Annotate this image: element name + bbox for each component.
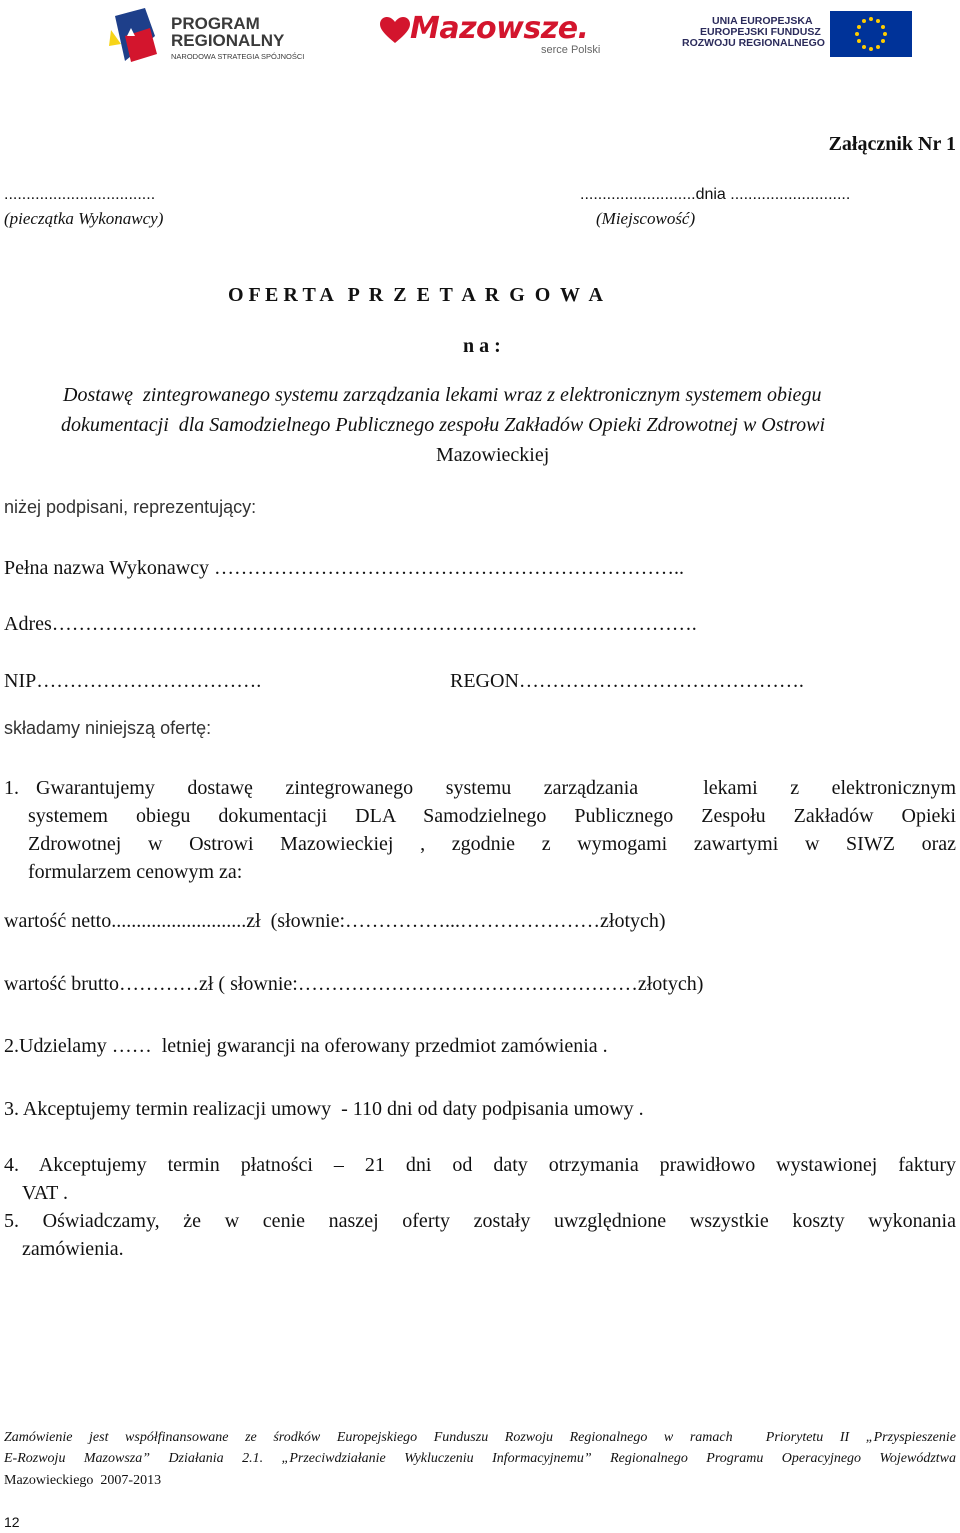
point4-line1: 4. Akceptujemy termin płatności – 21 dni od daty otrzymania prawidłowo wystawionej faktury xyxy=(4,1154,956,1176)
stamp-caption: (pieczątka Wykonawcy) xyxy=(4,209,164,228)
footer-line2: E-Rozwoju Mazowsza” Działania 2.1. „Przeciwdziałanie Wykluczeniu Informacyjnemu” Regionalnego Programu Operacyjnego Województwa xyxy=(4,1451,956,1466)
submit-text: składamy niniejszą ofertę: xyxy=(4,718,212,738)
netto-value: wartość netto...........................zł (słownie:……………...…………………złotych) xyxy=(4,910,666,932)
program-line2: REGIONALNY xyxy=(171,31,285,50)
regon-field: REGON……………………………………. xyxy=(450,670,804,692)
program-line3: NARODOWA STRATEGIA SPÓJNOŚCI xyxy=(171,52,305,61)
point1-number: 1. xyxy=(4,777,19,799)
footer-line3: Mazowieckiego 2007-2013 xyxy=(4,1473,162,1488)
intro-text: niżej podpisani, reprezentujący: xyxy=(4,497,257,517)
page-number: 12 xyxy=(4,1514,20,1530)
subject-line3: Mazowieckiej xyxy=(436,444,550,466)
program-regionalny-logo xyxy=(105,6,345,66)
point4-line2: VAT . xyxy=(22,1182,68,1204)
footer-line1: Zamówienie jest współfinansowane ze środków Europejskiego Funduszu Rozwoju Regionalnego w ramach Priorytetu II „Przyspieszenie xyxy=(4,1430,956,1445)
eu-flag-icon xyxy=(830,11,912,57)
ue-line1: UNIA EUROPEJSKA xyxy=(712,15,813,27)
point5-line1: 5. Oświadczamy, że w cenie naszej oferty zostały uwzględnione wszystkie koszty wykonania xyxy=(4,1210,956,1232)
date-line: ..........................dnia ........................... xyxy=(580,186,851,203)
point5-line2: zamówienia. xyxy=(22,1238,124,1260)
nip-field: NIP……………………………. xyxy=(4,670,262,692)
brutto-value: wartość brutto…………zł ( słownie:……………………………………………złotych) xyxy=(4,973,704,995)
attachment-label: Załącznik Nr 1 xyxy=(828,133,956,155)
ue-line2: EUROPEJSKI FUNDUSZ xyxy=(700,26,821,38)
full-name-field: Pełna nazwa Wykonawcy …………………………………………………………….. xyxy=(4,557,685,579)
point1-line1: Gwarantujemy dostawę zintegrowanego systemu zarządzania lekami z elektronicznym xyxy=(36,777,956,799)
point3: 3. Akceptujemy termin realizacji umowy - 110 dni od daty podpisania umowy . xyxy=(4,1098,644,1120)
address-field: Adres……………………………………………………………………………………. xyxy=(4,613,697,635)
heart-icon xyxy=(380,17,410,45)
subject-line2: dokumentacji dla Samodzielnego Publicznego zespołu Zakładów Opieki Zdrowotnej w Ostrowi xyxy=(61,414,826,436)
point2: 2.Udzielamy …… letniej gwarancji na oferowany przedmiot zamówienia . xyxy=(4,1035,608,1057)
stamp-dots: .................................. xyxy=(4,186,156,203)
offer-subtitle: n a : xyxy=(463,335,501,357)
point1-line3: Zdrowotnej w Ostrowi Mazowieckiej , zgodnie z wymogami zawartymi w SIWZ oraz xyxy=(28,833,956,855)
subject-line1: Dostawę zintegrowanego systemu zarządzania lekami wraz z elektronicznym systemem obiegu xyxy=(63,384,822,406)
mazowsze-name: Mazowsze. xyxy=(410,11,589,46)
offer-title: O F E R T A P R Z E T A R G O W A xyxy=(228,284,603,306)
program-line1: PROGRAM xyxy=(171,14,260,33)
mazowsze-logo xyxy=(378,12,628,62)
program-regionalny-emblem-icon xyxy=(105,6,165,66)
mazowsze-tagline: serce Polski xyxy=(541,44,601,56)
ue-line3: ROZWOJU REGIONALNEGO xyxy=(682,37,825,49)
place-caption: (Miejscowość) xyxy=(596,209,696,228)
ue-logo xyxy=(680,10,915,58)
point1-line4: formularzem cenowym za: xyxy=(28,861,243,883)
point1-line2: systemem obiegu dokumentacji DLA Samodzielnego Publicznego Zespołu Zakładów Opieki xyxy=(28,805,956,827)
